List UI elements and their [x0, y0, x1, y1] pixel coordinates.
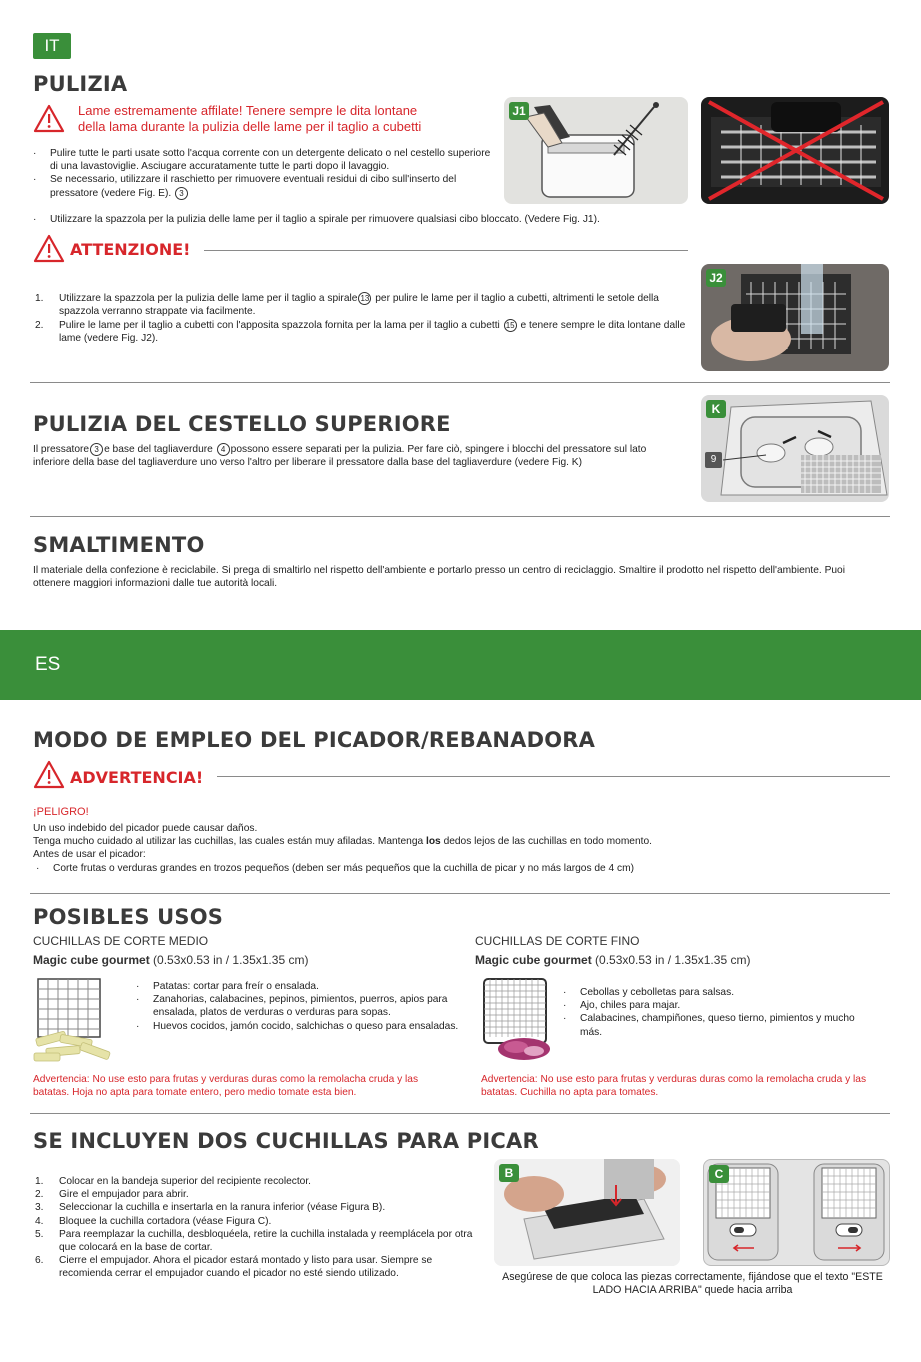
fine-blade-image	[476, 975, 566, 1065]
list-item: 3. Seleccionar la cuchilla e insertarla en la ranura inferior (véase Figura B).	[35, 1202, 386, 1214]
list-item: 6. Cierre el empujador. Ahora el picador estará montado y listo para usar. Siempre se recomienda cerrar el empujador cuando el picador no esté siendo utilizado.	[35, 1255, 433, 1280]
section-title-usos: POSIBLES USOS	[33, 905, 224, 929]
figure-k	[701, 395, 889, 502]
figure-label: J1	[509, 102, 529, 120]
list-item: · Huevos cocidos, jamón cocido, salchichas o queso para ensaladas.	[133, 1020, 463, 1033]
cestello-text: Il pressatore 3 e base del tagliaverdure 4 possono essere separati per la pulizia. Per fare ciò, spingere i blocchi del pressatore sul lato inferiore della base del tagliaverdure uno verso l'altro per liberare il pressatore dalla base del tagliaverdure (vedere Fig. K)	[33, 444, 647, 469]
attenzione-title: ATTENZIONE!	[70, 240, 191, 259]
part-number-badge: 9	[705, 452, 722, 468]
list-item: 2. Gire el empujador para abrir.	[35, 1189, 189, 1201]
figure-c	[703, 1159, 890, 1266]
list-item: · Calabacines, champiñones, queso tierno, pimientos y mucho más.	[560, 1012, 860, 1038]
list-item: 1. Utilizzare la spazzola per la pulizia delle lame per il taglio a spirale 13 per pulire le lame per il taglio a cubetti, altrimenti le setole della spazzola verranno strappate via facilmente.	[35, 293, 659, 318]
smaltimento-text: Il materiale della confezione è reciclabile. Si prega di smaltirlo nel rispetto dell'ambiente e portarlo presso un centro di reciclaggio. Smaltire il prodotto nel rispetto dell'ambiente. Puoi ottenere maggiori informazioni dalle tue autorità locali.	[33, 565, 845, 590]
divider	[217, 776, 890, 777]
figure-label: C	[709, 1165, 729, 1183]
lang-label-es: ES	[35, 654, 61, 675]
medium-blade-warning: Advertencia: No use esto para frutas y verduras duras como la remolacha cruda y las batatas. Hoja no apta para tomate entero, pero medio tomate esta bien.	[33, 1074, 419, 1099]
medium-blade-heading: CUCHILLAS DE CORTE MEDIO	[33, 934, 209, 948]
cuchillas-steps	[33, 1175, 483, 1281]
list-item: · Cebollas y cebolletas para salsas.	[560, 986, 860, 999]
figure-caption: Asegúrese de que coloca las piezas correctamente, fijándose que el texto "ESTE LADO HACIA ARRIBA" quede hacia arriba	[502, 1271, 883, 1296]
divider	[30, 893, 890, 894]
fine-blade-warning: Advertencia: No use esto para frutas y verduras duras como la remolacha cruda y las batatas. Cuchilla no apta para tomates.	[481, 1074, 867, 1099]
fine-blade-product: Magic cube gourmet (0.53x0.53 in / 1.35x1.35 cm)	[475, 953, 751, 967]
medium-blade-image	[30, 975, 120, 1065]
list-item: · Se necessario, utilizzare il raschietto per rimuovere eventuali residui di cibo sull'inserto del pressatore (vedere Fig. E). 3	[30, 173, 500, 200]
list-item: · Pulire tutte le parti usate sotto l'acqua corrente con un detergente delicato o nel cestello superiore di una lavastoviglie. Asciugare accuratamente tutte le parti dopo il lavaggio.	[30, 147, 500, 173]
pulizia-bullets	[30, 147, 500, 200]
sharp-blade-warning: Lame estremamente affilate! Tenere sempre le dita lontane della lama durante la pulizia delle lame per il taglio a cubetti	[78, 103, 422, 134]
medium-blade-product: Magic cube gourmet (0.53x0.53 in / 1.35x1.35 cm)	[33, 953, 309, 967]
divider	[30, 516, 890, 517]
divider	[30, 1113, 890, 1114]
figure-b	[494, 1159, 680, 1266]
medium-blade-uses	[133, 980, 463, 1033]
list-item: 1. Colocar en la bandeja superior del recipiente recolector.	[35, 1176, 312, 1187]
figure-label: B	[499, 1164, 519, 1182]
list-item: · Ajo, chiles para majar.	[560, 999, 860, 1012]
lang-badge-it: IT	[33, 33, 71, 59]
divider	[30, 382, 890, 383]
section-title-modo: MODO DE EMPLEO DEL PICADOR/REBANADORA	[33, 728, 596, 752]
warning-icon	[33, 234, 65, 264]
section-title-cestello: PULIZIA DEL CESTELLO SUPERIORE	[33, 412, 451, 436]
list-item: · Zanahorias, calabacines, pepinos, pimientos, puerros, apios para ensalada, platos de verduras o verduras para sopas.	[133, 993, 463, 1019]
advertencia-title: ADVERTENCIA!	[70, 768, 204, 787]
list-item: 2. Pulire le lame per il taglio a cubetti con l'apposita spazzola fornita per la lama per il taglio a cubetti 15 e tenere sempre le dita lontane dalle lame (vedere Fig. J2).	[35, 319, 686, 344]
list-item: · Patatas: cortar para freír o ensalada.	[133, 980, 463, 993]
attenzione-list	[33, 292, 693, 345]
figure-label: K	[706, 400, 726, 418]
figure-j1	[504, 97, 688, 204]
section-title-smaltimento: SMALTIMENTO	[33, 533, 205, 557]
peligro-label: ¡PELIGRO!	[33, 806, 89, 818]
list-item: · Utilizzare la spazzola per la pulizia delle lame per il taglio a spirale per rimuovere qualsiasi cibo bloccato. (Vedere Fig. J1).	[30, 213, 730, 226]
list-item: 4. Bloquee la cuchilla cortadora (véase Figura C).	[35, 1215, 272, 1227]
figure-j2	[701, 264, 889, 371]
fine-blade-uses	[560, 986, 860, 1039]
fine-blade-heading: CUCHILLAS DE CORTE FINO	[475, 934, 640, 948]
section-title-cuchillas: SE INCLUYEN DOS CUCHILLAS PARA PICAR	[33, 1129, 539, 1153]
divider	[204, 250, 688, 251]
list-item: · Corte frutas o verduras grandes en trozos pequeños (deben ser más pequeños que la cuchilla de picar y no más largos de 4 cm)	[33, 862, 883, 875]
warning-icon	[33, 104, 65, 134]
lang-banner-es	[0, 630, 921, 700]
modo-text: Un uso indebido del picador puede causar daños. Tenga mucho cuidado al utilizar las cuchillas, las cuales están muy afiladas. Mantenga los dedos lejos de las cuchillas en todo momento. Antes de usar el picador: · Corte frutas o verduras grandes en trozos pequeños (deben ser más pequeños que la cuchilla de picar y no más largos de 4 cm)	[33, 822, 883, 875]
list-item: 5. Para reemplazar la cuchilla, desbloquéela, retire la cuchilla instalada y reemplácela por otra que colocará en la base de cortar.	[35, 1228, 473, 1254]
figure-label: J2	[706, 269, 726, 287]
section-title-pulizia: PULIZIA	[33, 72, 128, 96]
figure-do-not-brush	[701, 97, 889, 204]
pulizia-bullet-3	[30, 213, 730, 226]
warning-icon	[33, 760, 65, 790]
